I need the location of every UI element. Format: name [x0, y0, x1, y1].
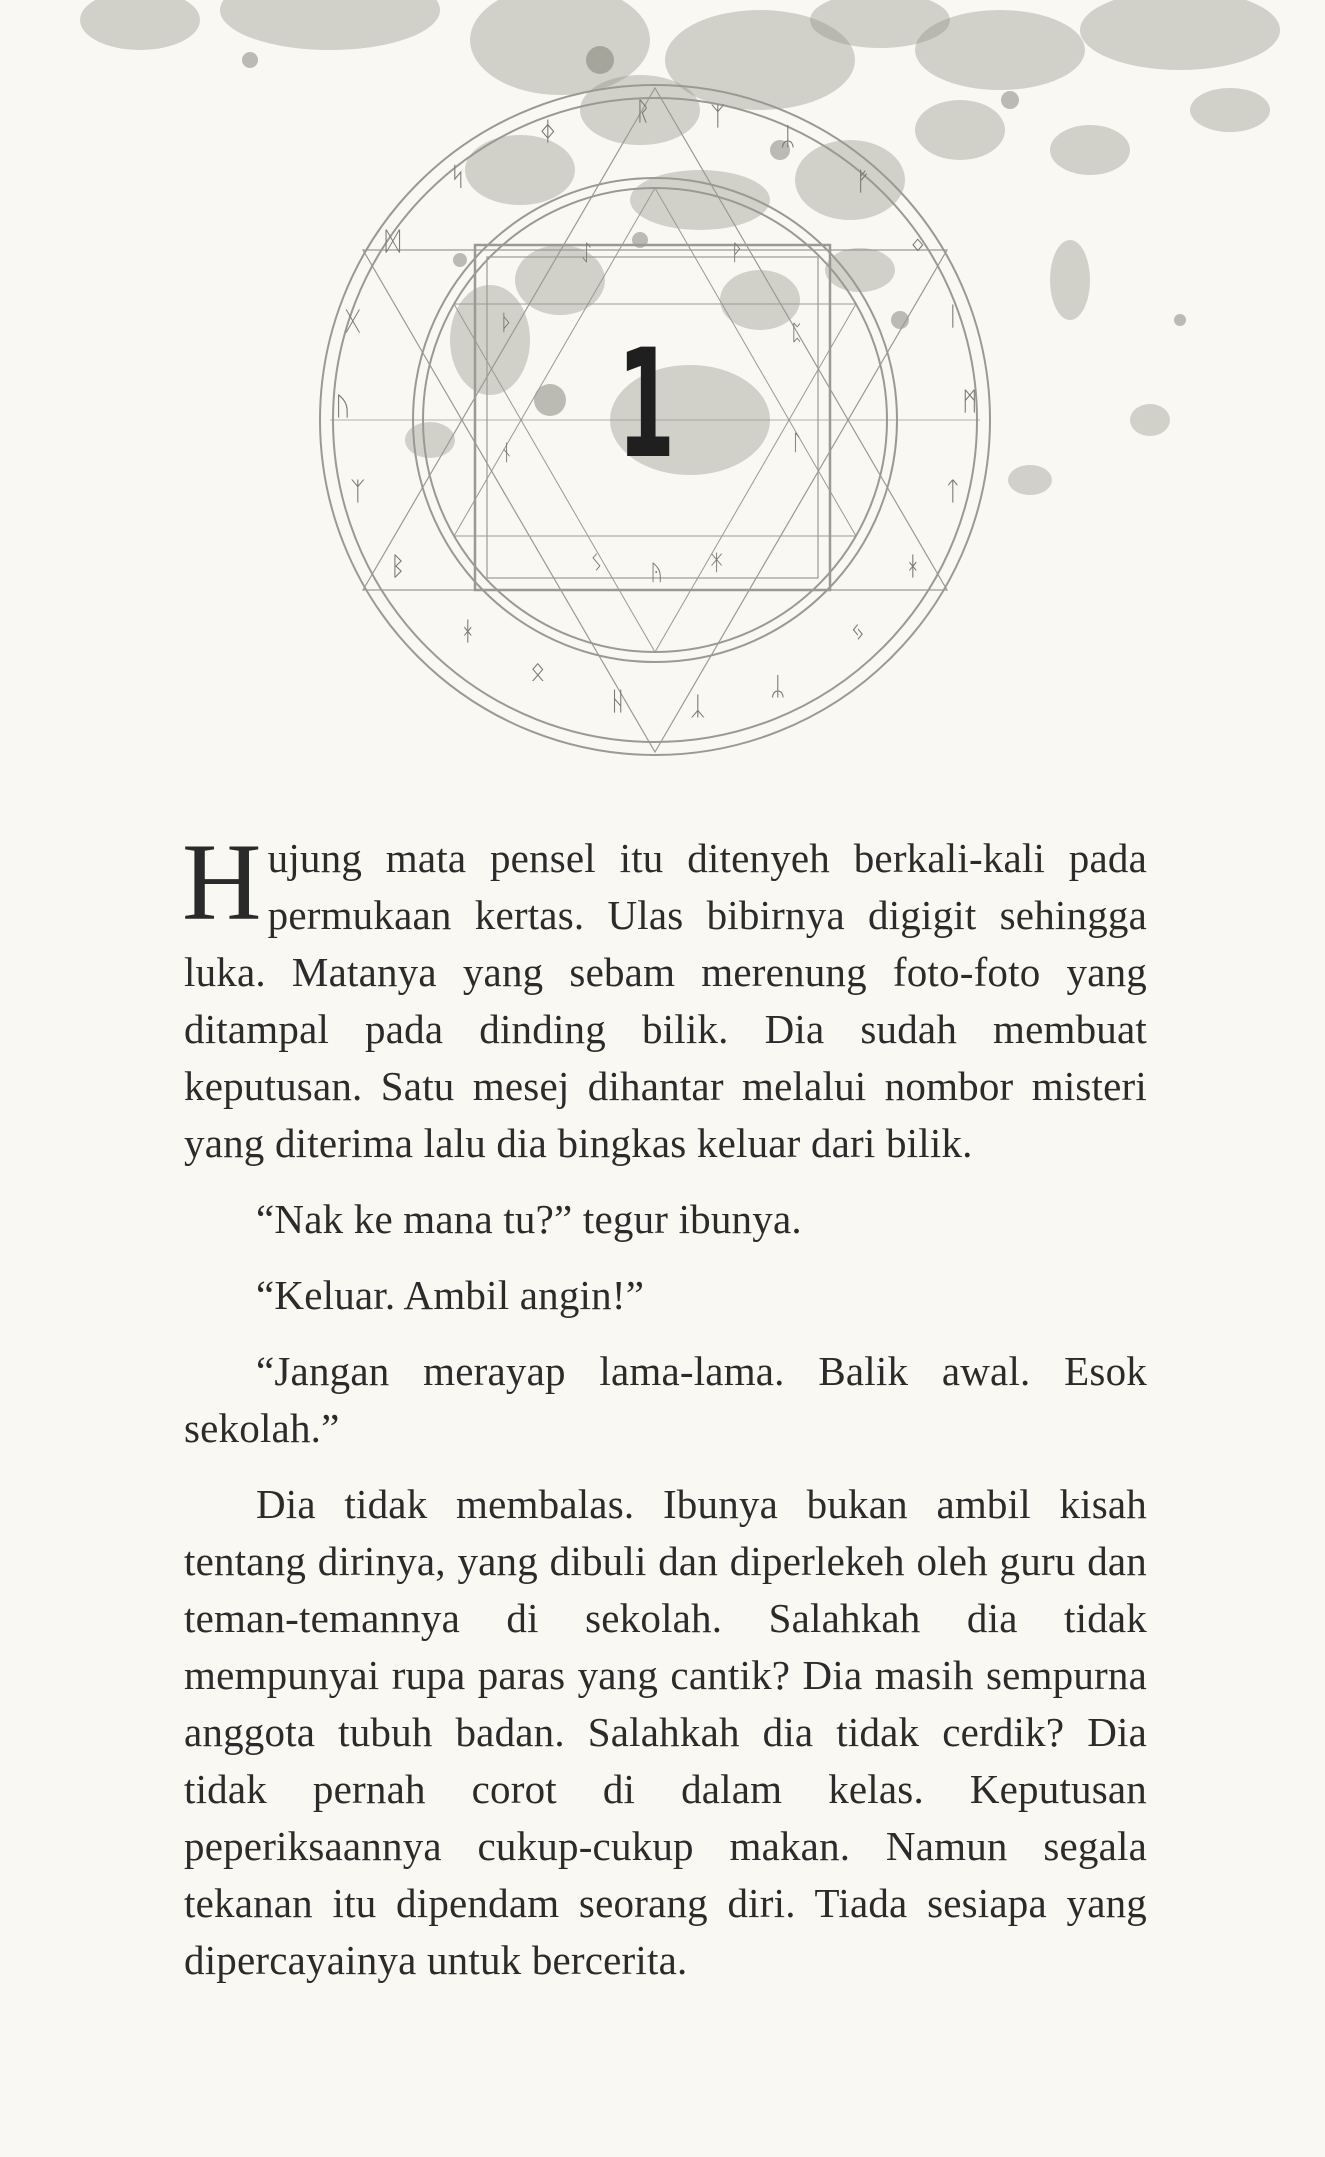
svg-text:ᛡ: ᛡ	[710, 551, 724, 576]
svg-text:ᛟ: ᛟ	[530, 657, 546, 687]
svg-text:ᚦ: ᚦ	[500, 311, 514, 336]
svg-text:ᚱ: ᚱ	[635, 97, 651, 127]
svg-text:ᚢ: ᚢ	[335, 392, 351, 422]
svg-text:ᚼ: ᚼ	[905, 552, 921, 582]
svg-text:ᛣ: ᛣ	[690, 692, 706, 722]
dialog-line-3: “Jangan merayap lama-lama. Balik awal. Esok sekolah.”	[184, 1348, 1147, 1451]
dialog-line-1: “Nak ke mana tu?” tegur ibunya.	[256, 1196, 802, 1242]
svg-text:ᚼ: ᚼ	[460, 617, 476, 647]
drop-cap: H	[182, 821, 262, 943]
svg-text:ᛈ: ᛈ	[790, 321, 804, 346]
closing-paragraph: Dia tidak membalas. Ibunya bukan ambil kisah tentang dirinya, yang dibuli dan diperlekeh oleh guru dan teman-temannya di sekolah. Salahkah dia tidak mempunyai rupa paras yang cantik? Dia masih sempurna anggota tubuh badan. Salahkah dia tidak cerdik? Dia tidak pernah corot di dalam kelas. Keputusan peperiksaannya cukup-cukup makan. Namun segala tekanan itu dipendam seorang diri. Tiada sesiapa yang dipercayainya untuk bercerita.	[184, 1481, 1147, 1983]
svg-text:ᚾ: ᚾ	[500, 441, 514, 466]
svg-text:ᛜ: ᛜ	[910, 232, 926, 262]
svg-text:ᚹ: ᚹ	[730, 241, 744, 266]
svg-text:ᛒ: ᛒ	[390, 552, 406, 582]
opening-paragraph	[182, 821, 1147, 1172]
chapter-number: 1	[617, 318, 675, 492]
svg-text:ᛊ: ᛊ	[590, 551, 604, 576]
svg-text:ᛦ: ᛦ	[770, 672, 786, 702]
svg-text:ᛇ: ᛇ	[580, 241, 594, 266]
opening-paragraph-text: ujung mata pensel itu ditenyeh berkali-kali pada permukaan kertas. Ulas bibirnya digigit sehingga luka. Matanya yang sebam merenung foto-foto yang ditampal pada dinding bilik. Dia sudah membuat keputusan. Satu mesej dihantar melalui nombor misteri yang diterima lalu dia bingkas keluar dari bilik.	[184, 835, 1147, 1166]
svg-text:ᛦ: ᛦ	[780, 122, 796, 152]
svg-text:ᛏ: ᛏ	[945, 477, 961, 507]
svg-text:ᛋ: ᛋ	[450, 162, 466, 192]
dialog-line-2: “Keluar. Ambil angin!”	[256, 1272, 645, 1318]
svg-text:ᛃ: ᛃ	[850, 617, 866, 647]
svg-text:ᛁ: ᛁ	[945, 302, 961, 332]
svg-text:ᚷ: ᚷ	[345, 307, 361, 337]
svg-text:ᛄ: ᛄ	[540, 117, 556, 147]
svg-text:ᚤ: ᚤ	[650, 561, 664, 586]
svg-text:ᛞ: ᛞ	[385, 227, 401, 257]
chapter-body	[182, 821, 1147, 1989]
svg-text:ᛗ: ᛗ	[962, 387, 978, 417]
svg-text:ᛉ: ᛉ	[710, 102, 726, 132]
svg-text:ᚠ: ᚠ	[855, 167, 871, 197]
svg-text:ᚺ: ᚺ	[610, 687, 626, 717]
svg-text:ᛚ: ᛚ	[790, 431, 804, 456]
svg-text:ᛉ: ᛉ	[350, 477, 366, 507]
